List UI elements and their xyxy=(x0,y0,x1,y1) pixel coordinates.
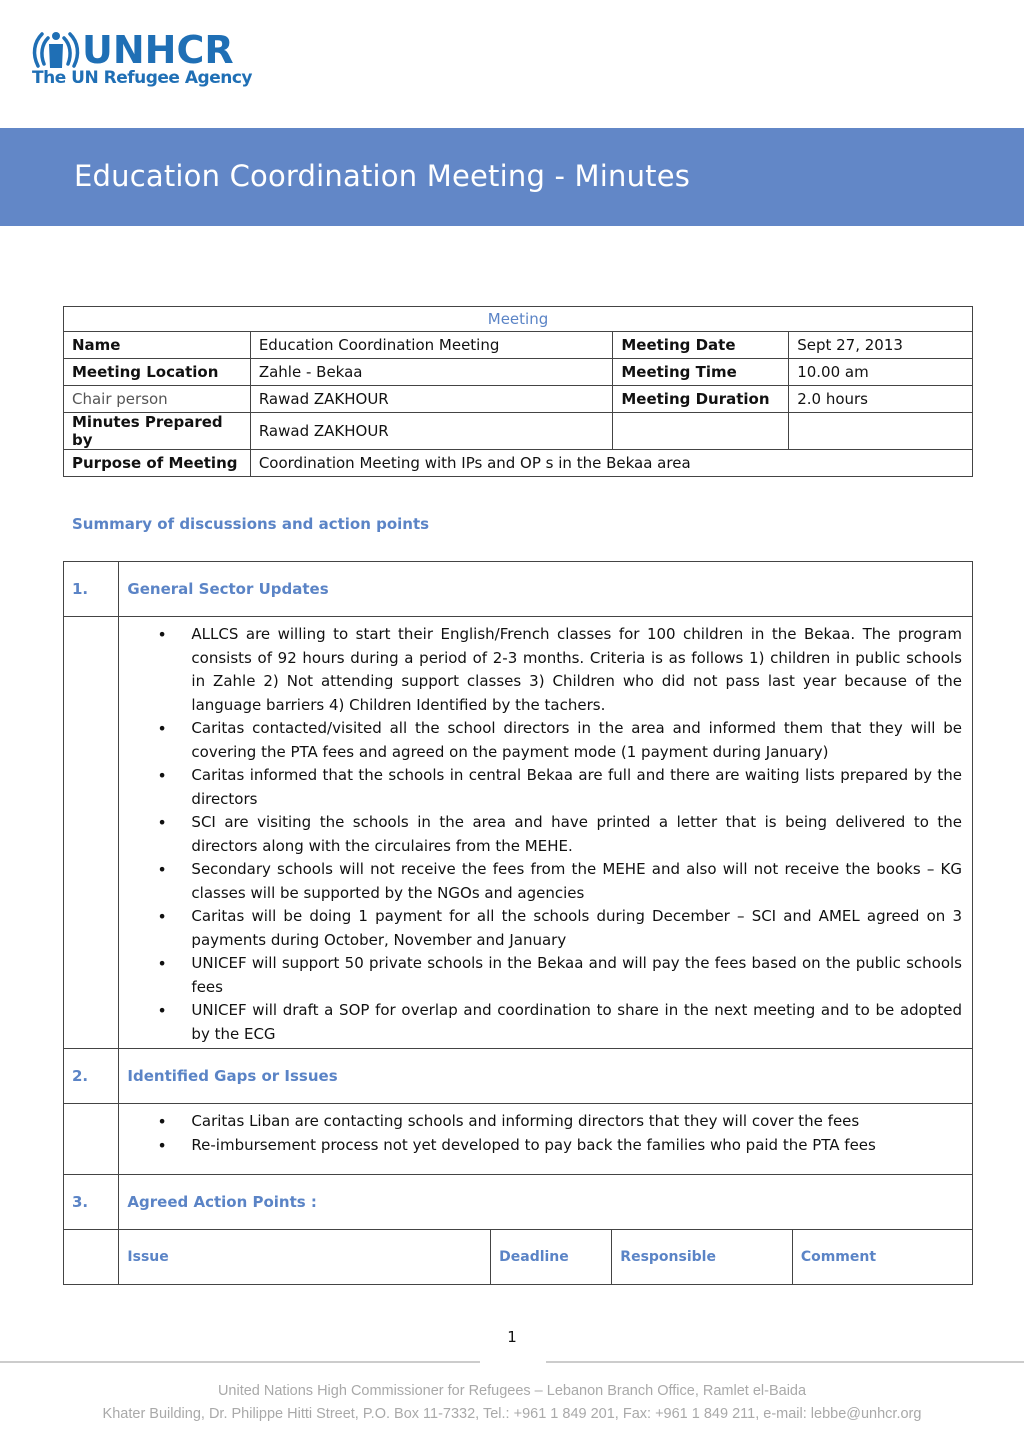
date-label: Meeting Date xyxy=(613,332,789,359)
section-number: 2. xyxy=(64,1049,119,1104)
column-header-deadline: Deadline xyxy=(491,1230,612,1285)
prepared-value: Rawad ZAKHOUR xyxy=(250,413,613,450)
duration-label: Meeting Duration xyxy=(613,386,789,413)
bullet-item: • UNICEF will draft a SOP for overlap and coordination to share in the next meeting and to be adopted by the ECG xyxy=(191,999,962,1046)
section-title: Agreed Action Points : xyxy=(119,1175,973,1230)
meeting-heading: Meeting xyxy=(64,307,973,332)
empty-cell xyxy=(64,1230,119,1285)
name-value: Education Coordination Meeting xyxy=(250,332,613,359)
title-banner xyxy=(0,128,1024,226)
location-label: Meeting Location xyxy=(64,359,251,386)
purpose-label: Purpose of Meeting xyxy=(64,450,251,477)
date-value: Sept 27, 2013 xyxy=(789,332,973,359)
footer-divider xyxy=(0,1361,480,1363)
footer-address-line-1: United Nations High Commissioner for Refugees – Lebanon Branch Office, Ramlet el-Baida xyxy=(217,1383,807,1399)
bullet-list xyxy=(129,623,962,1046)
empty-cell xyxy=(613,413,789,450)
chair-value: Rawad ZAKHOUR xyxy=(250,386,613,413)
page-number: 1 xyxy=(507,1328,517,1346)
empty-cell xyxy=(64,1104,119,1175)
bullet-item: • Caritas contacted/visited all the school directors in the area and informed them that they will be covering the PTA fees and agreed on the payment mode (1 payment during January) xyxy=(191,717,962,764)
bullet-item: • SCI are visiting the schools in the area and have printed a letter that is being delivered to the directors along with the circulaires from the MEHE. xyxy=(191,811,962,858)
logo-tagline: The UN Refugee Agency xyxy=(32,68,252,88)
purpose-value: Coordination Meeting with IPs and OP s in the Bekaa area xyxy=(250,450,972,477)
bullet-item: • UNICEF will support 50 private schools in the Bekaa and will pay the fees based on the public schools fees xyxy=(191,952,962,999)
bullet-item: • Re-imbursement process not yet developed to pay back the families who paid the PTA fees xyxy=(191,1134,962,1158)
duration-value: 2.0 hours xyxy=(789,386,973,413)
column-header-comment: Comment xyxy=(792,1230,972,1285)
name-label: Name xyxy=(64,332,251,359)
footer-address-line-2: Khater Building, Dr. Philippe Hitti Street, P.O. Box 11-7332, Tel.: +961 1 849 201, Fax: +961 1 849 211, e-mail: lebbe@unhcr.org xyxy=(102,1406,922,1422)
section-number: 3. xyxy=(64,1175,119,1230)
empty-cell xyxy=(789,413,973,450)
empty-cell xyxy=(64,617,119,1049)
section-body xyxy=(119,617,973,1049)
column-header-responsible: Responsible xyxy=(612,1230,793,1285)
bullet-item: • Caritas will be doing 1 payment for all the schools during December – SCI and AMEL agreed on 3 payments during October, November and January xyxy=(191,905,962,952)
time-label: Meeting Time xyxy=(613,359,789,386)
unhcr-logo xyxy=(30,28,260,90)
discussion-table xyxy=(63,561,973,1285)
section-title: Identified Gaps or Issues xyxy=(119,1049,973,1104)
footer-divider xyxy=(546,1361,1024,1363)
bullet-item: • Caritas informed that the schools in central Bekaa are full and there are waiting lists prepared by the directors xyxy=(191,764,962,811)
location-value: Zahle - Bekaa xyxy=(250,359,613,386)
summary-heading: Summary of discussions and action points xyxy=(72,515,430,533)
prepared-label: Minutes Prepared by xyxy=(64,413,251,450)
section-title: General Sector Updates xyxy=(119,562,973,617)
section-number: 1. xyxy=(64,562,119,617)
bullet-item: • Secondary schools will not receive the fees from the MEHE and also will not receive the books – KG classes will be supported by the NGOs and agencies xyxy=(191,858,962,905)
section-body xyxy=(119,1104,973,1175)
page-title: Education Coordination Meeting - Minutes xyxy=(74,159,691,193)
bullet-item: • Caritas Liban are contacting schools and informing directors that they will cover the fees xyxy=(191,1110,962,1134)
logo-wordmark: UNHCR xyxy=(82,28,234,72)
meeting-info-table xyxy=(63,306,973,477)
unhcr-emblem-icon xyxy=(30,28,82,72)
bullet-list xyxy=(129,1110,962,1157)
time-value: 10.00 am xyxy=(789,359,973,386)
bullet-item: • ALLCS are willing to start their English/French classes for 100 children in the Bekaa. The program consists of 92 hours during a period of 2-3 months. Criteria is as follows 1) children in public schools in Zahle 2) Not attending support classes 3) Children who did not pass last year because of the language barriers 4) Children Identified by the tachers. xyxy=(191,623,962,717)
column-header-issue: Issue xyxy=(119,1230,491,1285)
chair-label: Chair person xyxy=(64,386,251,413)
